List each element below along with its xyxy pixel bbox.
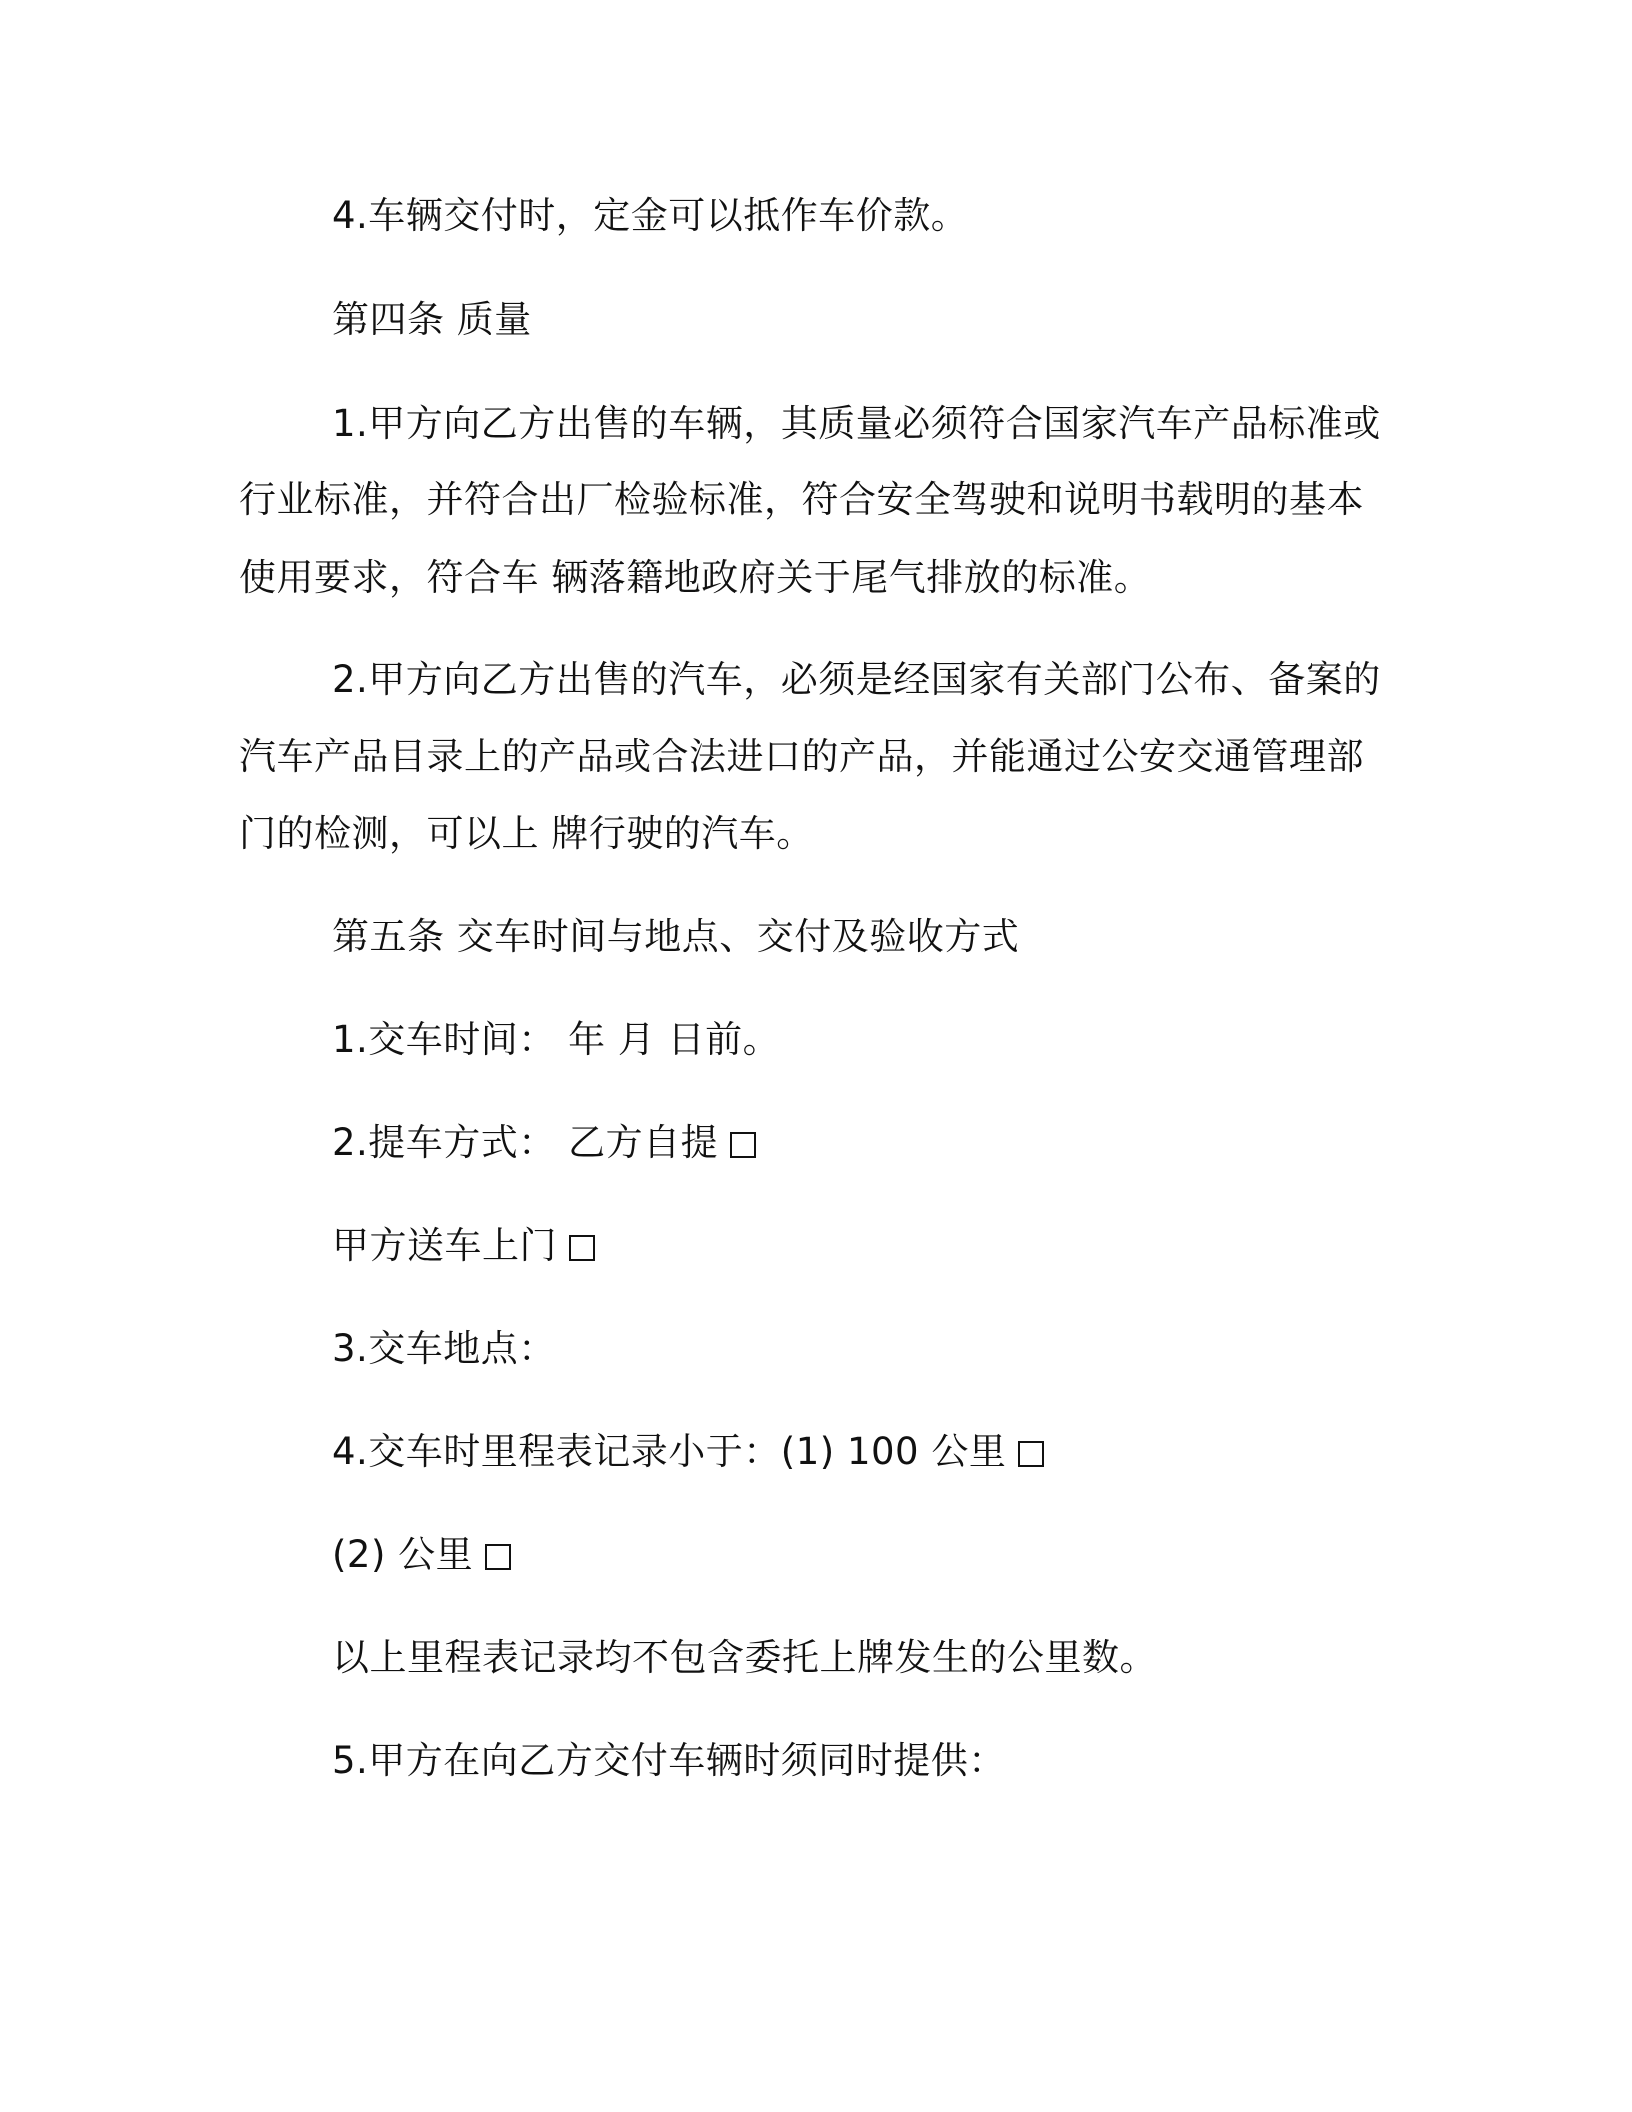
checkbox-odometer-other[interactable] bbox=[485, 1544, 511, 1570]
paragraph-pickup-method bbox=[332, 1117, 756, 1169]
text-line: 2.提车方式： 乙方自提 bbox=[332, 1121, 719, 1164]
text-line: 4.车辆交付时，定金可以抵作车价款。 bbox=[332, 194, 969, 237]
paragraph-quality-1 bbox=[332, 398, 1381, 450]
text-line: 甲方送车上门 bbox=[332, 1224, 557, 1267]
text-line: 以上里程表记录均不包含委托上牌发生的公里数。 bbox=[332, 1636, 1157, 1679]
text-line: 4.交车时里程表记录小于：(1) 100 公里 bbox=[332, 1430, 1007, 1473]
paragraph-delivery-location bbox=[332, 1323, 556, 1375]
paragraph-quality-1-cont bbox=[239, 474, 1364, 526]
checkbox-home-delivery[interactable] bbox=[569, 1235, 595, 1261]
paragraph-odometer-limit bbox=[332, 1426, 1044, 1478]
text-line: 3.交车地点： bbox=[332, 1327, 556, 1370]
text-line: 1.交车时间： 年 月 日前。 bbox=[332, 1018, 781, 1061]
text-line: 行业标准，并符合出厂检验标准，符合安全驾驶和说明书载明的基本 bbox=[239, 478, 1364, 521]
text-line: 门的检测，可以上 牌行驶的汽车。 bbox=[239, 812, 814, 855]
paragraph-odometer-other bbox=[332, 1529, 511, 1581]
paragraph-documents-provided bbox=[332, 1735, 1006, 1787]
text-line: 第四条 质量 bbox=[332, 298, 532, 341]
text-line: (2) 公里 bbox=[332, 1533, 474, 1576]
checkbox-odometer-100km[interactable] bbox=[1018, 1441, 1044, 1467]
paragraph-quality-2-cont bbox=[239, 808, 814, 860]
text-line: 汽车产品目录上的产品或合法进口的产品，并能通过公安交通管理部 bbox=[239, 735, 1364, 778]
text-line: 使用要求，符合车 辆落籍地政府关于尾气排放的标准。 bbox=[239, 556, 1152, 599]
section-heading-delivery bbox=[332, 911, 1019, 963]
section-heading-quality bbox=[332, 294, 532, 346]
paragraph-quality-1-cont bbox=[239, 552, 1151, 604]
paragraph-odometer-note bbox=[332, 1632, 1157, 1684]
text-line: 2.甲方向乙方出售的汽车，必须是经国家有关部门公布、备案的 bbox=[332, 658, 1381, 701]
text-line: 第五条 交车时间与地点、交付及验收方式 bbox=[332, 915, 1020, 958]
text-line: 1.甲方向乙方出售的车辆，其质量必须符合国家汽车产品标准或 bbox=[332, 402, 1381, 445]
paragraph-quality-2-cont bbox=[239, 731, 1364, 783]
checkbox-self-pickup[interactable] bbox=[730, 1132, 756, 1158]
paragraph-home-delivery bbox=[332, 1220, 595, 1272]
paragraph-quality-2 bbox=[332, 654, 1381, 706]
paragraph-deposit-offset bbox=[332, 190, 968, 242]
text-line: 5.甲方在向乙方交付车辆时须同时提供： bbox=[332, 1739, 1006, 1782]
paragraph-delivery-time bbox=[332, 1014, 780, 1066]
